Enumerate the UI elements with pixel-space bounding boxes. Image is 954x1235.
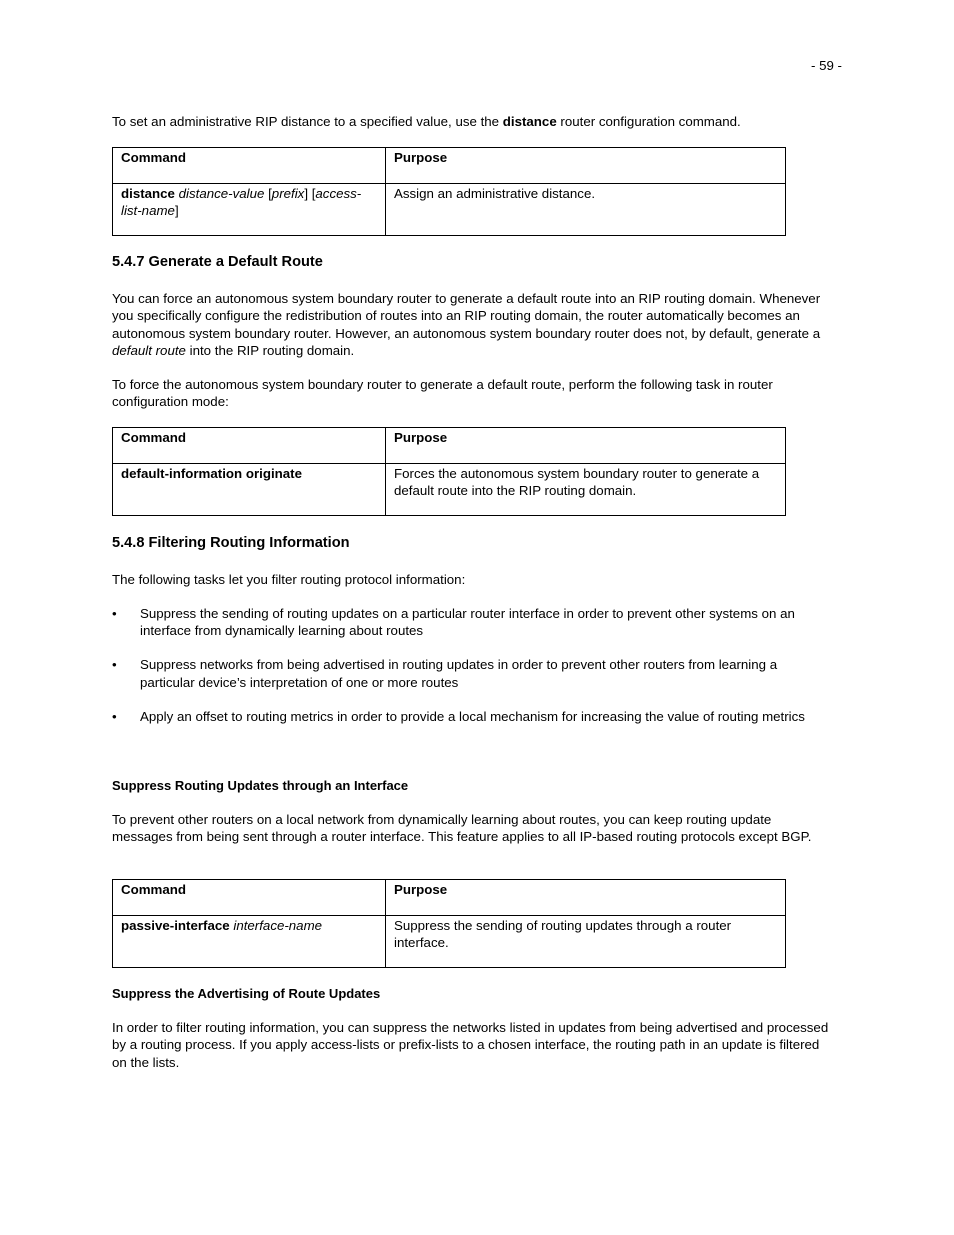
table-header-purpose: Purpose: [386, 148, 786, 184]
section-heading-548: 5.4.8 Filtering Routing Information: [112, 535, 350, 551]
command-keyword: passive-interface: [121, 918, 230, 933]
suppress-interface-paragraph: To prevent other routers on a local network from dynamically learning about routes, you can keep routing update messages from being sent through a router interface. This feature applies to all IP-based routing protocols except BGP.: [112, 812, 812, 845]
command-argument: interface-name: [233, 918, 323, 933]
section-547-paragraph-1: [112, 290, 834, 360]
command-cell: [113, 184, 386, 236]
distance-command-table: [112, 147, 786, 236]
list-item-text: Suppress the sending of routing updates on a particular router interface in order to prevent other systems on an interface from dynamically learning about routes: [140, 606, 795, 639]
table-header-command: Command: [113, 148, 386, 184]
command-cell: default-information originate: [113, 464, 386, 516]
bullet-icon: •: [112, 606, 117, 621]
list-item: [112, 708, 834, 725]
command-cell: [113, 916, 386, 968]
purpose-cell: Suppress the sending of routing updates through a router interface.: [386, 916, 786, 968]
list-item: [112, 605, 834, 640]
filtering-task-list: [112, 605, 834, 742]
passive-interface-command-table: [112, 879, 786, 968]
section-547-paragraph-2: To force the autonomous system boundary router to generate a default route, perform the following task in router configuration mode:: [112, 377, 773, 410]
list-item-text: Apply an offset to routing metrics in order to provide a local mechanism for increasing the value of routing metrics: [140, 708, 805, 724]
purpose-cell: Forces the autonomous system boundary router to generate a default route into the RIP routing domain.: [386, 464, 786, 516]
paragraph-text: into the RIP routing domain.: [185, 343, 355, 359]
suppress-advertising-paragraph: In order to filter routing information, you can suppress the networks listed in updates from being advertised and processed by a routing process. If you apply access-lists or prefix-lists to a chosen interface, the routing path in an update is filtered on the lists.: [112, 1020, 829, 1070]
subheading-suppress-advertising: Suppress the Advertising of Route Updates: [112, 986, 381, 1001]
purpose-cell: Assign an administrative distance.: [386, 184, 786, 236]
list-item-text: Suppress networks from being advertised in routing updates in order to prevent other routers from learning a particular device’s interpretation of one or more routes: [140, 657, 778, 690]
section-heading-547: 5.4.7 Generate a Default Route: [112, 254, 323, 270]
command-argument: prefix: [271, 186, 305, 201]
default-route-command-table: [112, 427, 786, 516]
command-argument: distance-value: [178, 186, 265, 201]
paragraph-text: You can force an autonomous system boundary router to generate a default route into an RIP routing domain. Whenever you specifically configure the redistribution of routes into an RIP routing domain, the router automatically becomes an autonomous system boundary router. However, an autonomous system boundary router does not, by default, generate a: [112, 291, 821, 341]
intro-paragraph: [112, 113, 834, 130]
bracket-text: ] [: [304, 186, 316, 201]
command-keyword: distance: [121, 186, 175, 201]
table-header-purpose: Purpose: [386, 428, 786, 464]
intro-keyword: distance: [502, 114, 557, 129]
table-header-purpose: Purpose: [386, 880, 786, 916]
table-header-command: Command: [113, 880, 386, 916]
command-argument: access-list-name: [121, 186, 362, 219]
intro-text-after: router configuration command.: [556, 114, 741, 129]
bullet-icon: •: [112, 708, 117, 724]
bracket-text: [: [264, 186, 272, 201]
bullet-icon: •: [112, 657, 117, 673]
intro-text-before: To set an administrative RIP distance to a specified value, use the: [112, 114, 503, 129]
page-number: - 59 -: [810, 58, 842, 73]
section-548-intro: The following tasks let you filter routing protocol information:: [112, 572, 466, 587]
list-item: [112, 656, 834, 691]
table-header-command: Command: [113, 428, 386, 464]
subheading-suppress-interface: Suppress Routing Updates through an Interface: [112, 778, 409, 793]
paragraph-italic-text: default route: [112, 343, 186, 359]
bracket-text: ]: [174, 203, 179, 219]
